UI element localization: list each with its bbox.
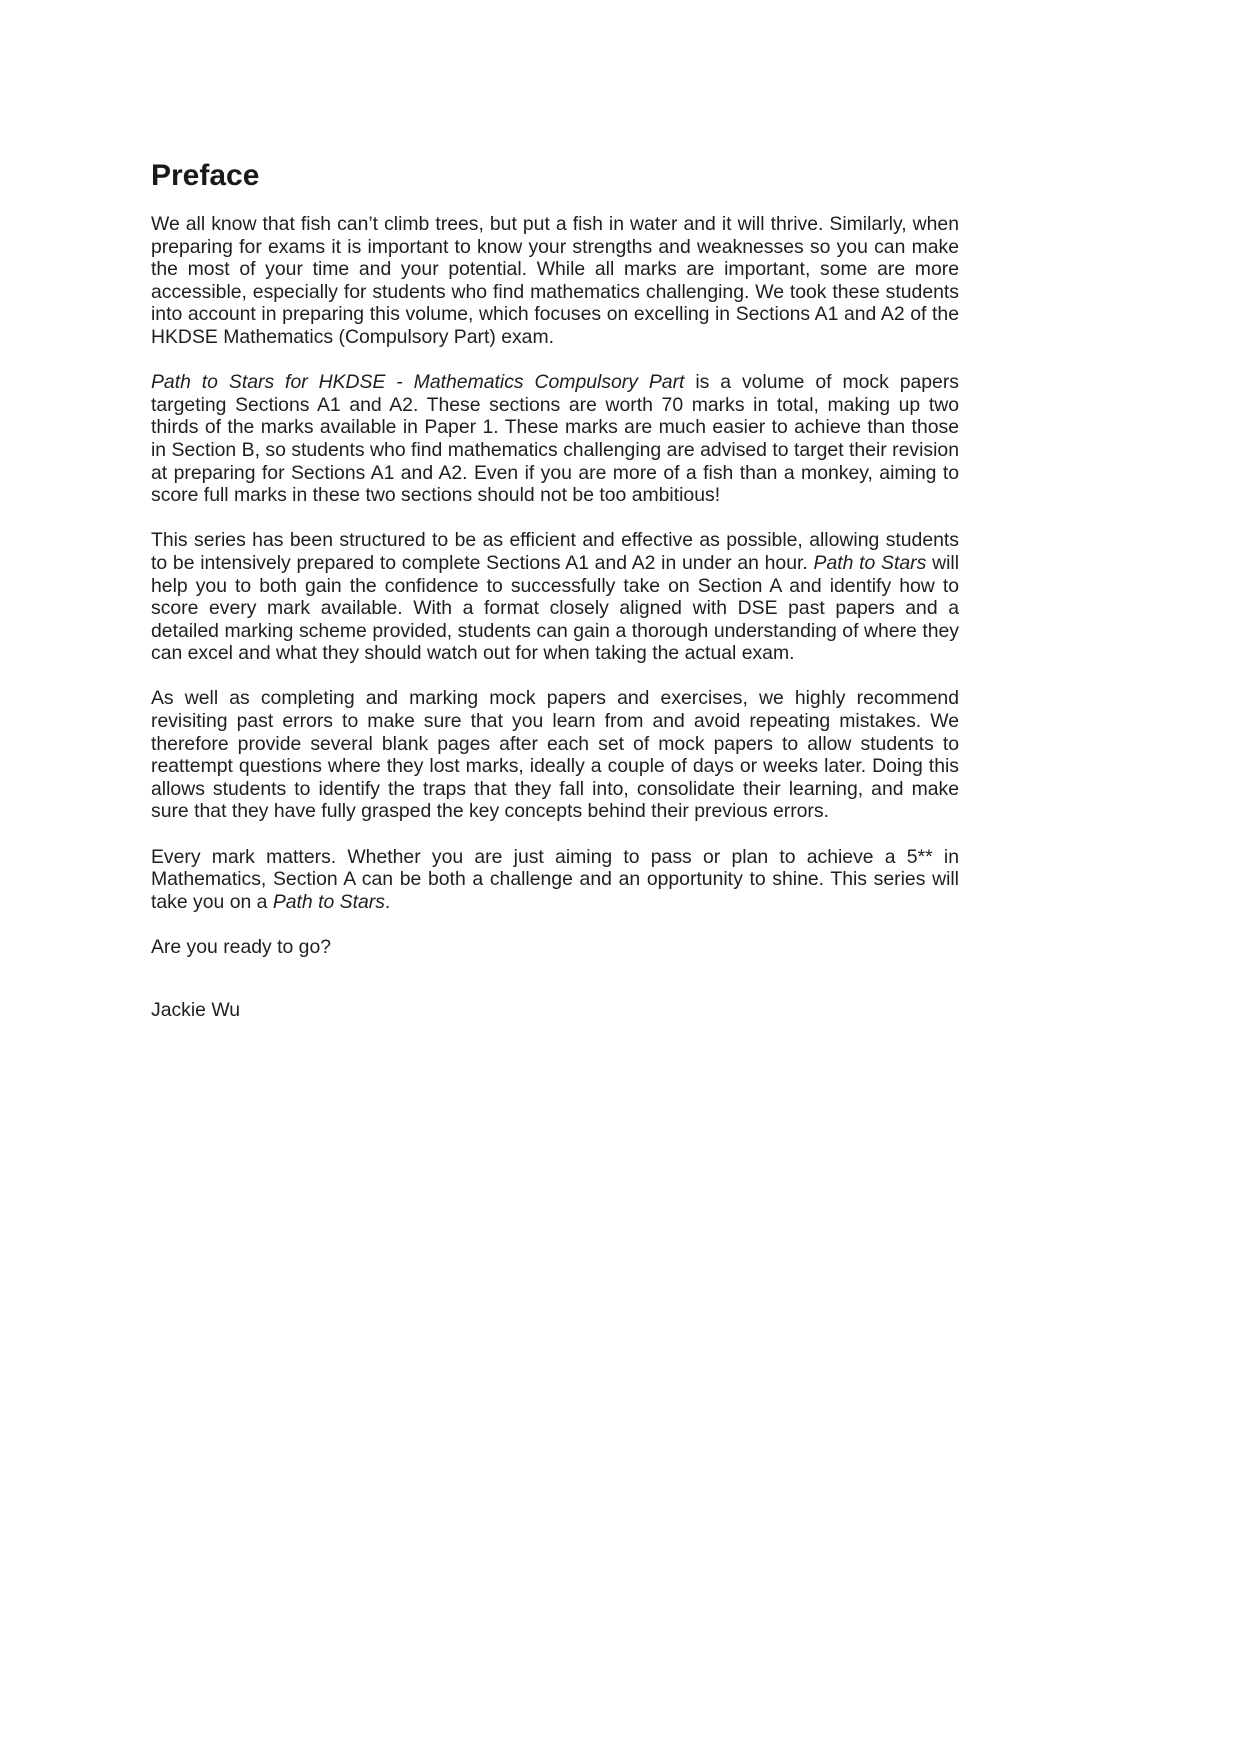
book-title-italic: Path to Stars for HKDSE - Mathematics Compulsory Part [151, 371, 685, 394]
author-signature: Jackie Wu [151, 998, 241, 1021]
paragraph-text: Every mark matters. Whether you are just aiming to pass or plan to achieve a 5** in Mathematics, Section A can be both a challenge and an opportunity to shine. This series will take you on a [151, 845, 959, 913]
document-page [151, 158, 959, 1021]
paragraph-text: will help you to both gain the confidence to successfully take on Section A and identify how to score every mark available. With a format closely aligned with DSE past papers and a detailed marking scheme provided, students can gain a thorough understanding of where they can excel and what they should watch out for when taking the actual exam. [151, 551, 959, 665]
closing-question: Are you ready to go? [151, 936, 332, 958]
paragraph-intro [151, 213, 959, 349]
paragraph-text: . [384, 890, 391, 913]
paragraph-text: We all know that fish can’t climb trees, but put a fish in water and it will thrive. Similarly, when preparing for exams it is important to know your strengths and weaknesses so you can make the most of your time and your potential. While all marks are important, some are more accessible, especially for students who find mathematics challenging. We took these students into account in preparing this volume, which focuses on excelling in Sections A1 and A2 of the HKDSE Mathematics (Compulsory Part) exam. [151, 213, 959, 348]
paragraph-text: is a volume of mock papers targeting Sections A1 and A2. These sections are worth 70 marks in total, making up two thirds of the marks available in Paper 1. These marks are much easier to achieve than those in Section B, so students who find mathematics challenging are advised to target their revision at preparing for Sections A1 and A2. Even if you are more of a fish than a monkey, aiming to score full marks in these two sections should not be too ambitious! [151, 371, 959, 507]
paragraph-text: As well as completing and marking mock papers and exercises, we highly recommend revisiting past errors to make sure that you learn from and avoid repeating mistakes. We therefore provide several blank pages after each set of mock papers to allow students to reattempt questions where they lost marks, ideally a couple of days or weeks later. Doing this allows students to identify the traps that they fall into, consolidate their learning, and make sure that they have fully grasped the key concepts behind their previous errors. [151, 687, 959, 823]
paragraph-book-description [151, 371, 959, 507]
paragraph-text: This series has been structured to be as efficient and effective as possible, allowing students to be intensively prepared to complete Sections A1 and A2 in under an hour. [151, 529, 959, 574]
paragraph-revisiting-errors [151, 687, 959, 823]
page-title: Preface [151, 159, 260, 192]
paragraph-every-mark-matters [151, 846, 959, 914]
series-title-italic: Path to Stars [813, 551, 927, 574]
series-title-italic: Path to Stars [272, 890, 385, 913]
paragraph-series-structure [151, 529, 959, 665]
